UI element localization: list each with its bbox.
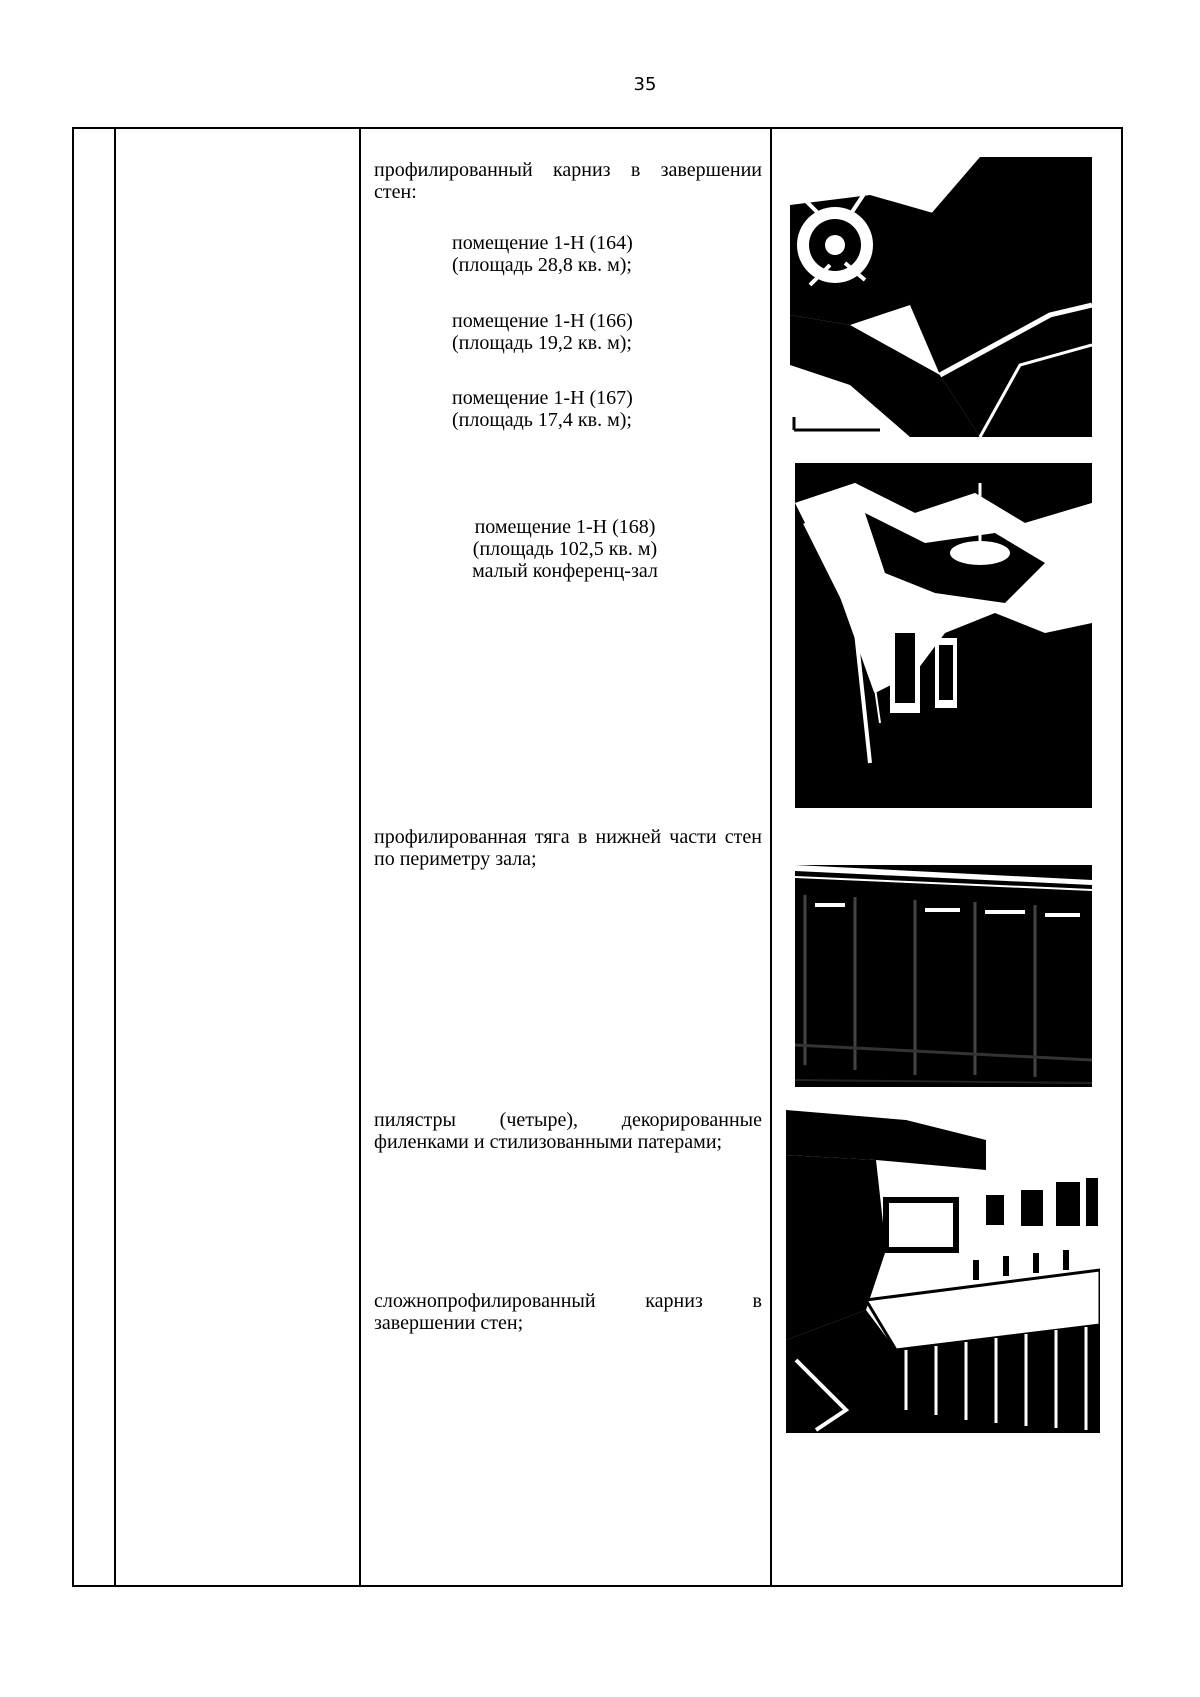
complex-cornice-line-2: завершении стен; [374,1312,524,1334]
room-166-area: (площадь 19,2 кв. м); [452,332,632,354]
room-168 [440,516,690,582]
pilasters-line-1 [374,1109,762,1131]
room-167 [452,387,633,431]
table-column-divider-1 [114,127,116,1587]
complex-cornice-text [374,1290,762,1334]
room-167-name: помещение 1-Н (167) [452,387,633,409]
room-164-name: помещение 1-Н (164) [452,232,633,254]
photo-wall-molding [795,865,1092,1087]
room-167-area: (площадь 17,4 кв. м); [452,409,632,431]
pilasters-word-1: пилястры [374,1109,456,1131]
room-168-desc: малый конференц-зал [472,560,658,582]
cornice-walls-text: профилированный карниз в завершении стен: [374,159,762,203]
photo-ceiling-chandelier [790,155,1092,437]
pilasters-word-2: (четыре), [499,1109,578,1131]
pilasters-text [374,1109,762,1153]
complex-cornice-word-2: карниз [645,1290,703,1312]
complex-cornice-word-3: в [752,1290,762,1312]
room-168-area: (площадь 102,5 кв. м) [472,538,658,560]
pilasters-word-3: декорированные [621,1109,762,1131]
page-number: 35 [633,74,657,95]
table-column-divider-2 [359,127,361,1587]
table-column-divider-3 [770,127,772,1587]
molding-bottom-text: профилированная тяга в нижней части стен по периметру зала; [374,826,762,870]
pilasters-line-2: филенками и стилизованными патерами; [374,1131,723,1153]
complex-cornice-word-1: сложнопрофилированный [374,1290,596,1312]
room-168-name: помещение 1-Н (168) [474,516,656,538]
room-166 [452,310,633,354]
complex-cornice-line-1 [374,1290,762,1312]
room-164 [452,232,633,276]
room-166-name: помещение 1-Н (166) [452,310,633,332]
photo-conference-hall [786,1110,1100,1433]
photo-conference-ceiling [795,463,1092,808]
room-164-area: (площадь 28,8 кв. м); [452,254,632,276]
